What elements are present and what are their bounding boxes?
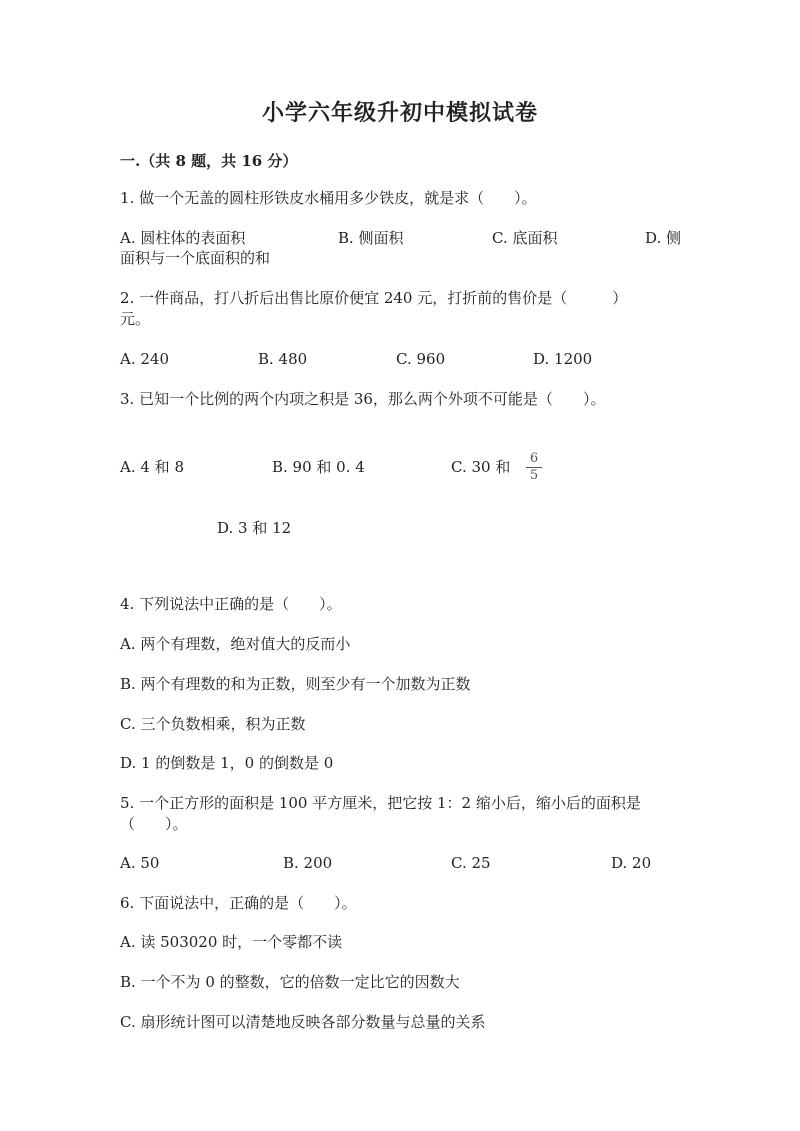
exam-title: 小学六年级升初中模拟试卷 [261,100,538,126]
q2-option-b: B. 480 [258,350,308,368]
question-3: 3. 已知一个比例的两个内项之积是 36，那么两个外项不可能是（ ）。 [120,390,606,408]
q5-option-c: C. 25 [451,854,491,872]
section-header: 一.（共 8 题，共 16 分） [120,152,298,170]
question-2: 2. 一件商品，打八折后出售比原价便宜 240 元，打折前的售价是（ ） [120,289,628,307]
q5-option-b: B. 200 [283,854,333,872]
q1-option-a: A. 圆柱体的表面积 [120,229,246,247]
q3-option-a: A. 4 和 8 [120,458,184,476]
question-2-continued: 元。 [120,310,151,328]
q2-option-d: D. 1200 [533,350,593,368]
q4-option-a: A. 两个有理数，绝对值大的反而小 [120,635,351,653]
q5-option-a: A. 50 [120,854,160,872]
q1-option-c: C. 底面积 [492,229,558,247]
q1-option-d: D. 侧 [645,229,682,247]
q2-option-c: C. 960 [396,350,446,368]
q6-option-a: A. 读 503020 时，一个零都不读 [120,933,343,951]
question-6: 6. 下面说法中，正确的是（ ）。 [120,894,357,912]
q6-option-b: B. 一个不为 0 的整数，它的倍数一定比它的因数大 [120,973,460,991]
q4-option-b: B. 两个有理数的和为正数，则至少有一个加数为正数 [120,675,471,693]
q6-option-c: C. 扇形统计图可以清楚地反映各部分数量与总量的关系 [120,1013,486,1031]
question-4: 4. 下列说法中正确的是（ ）。 [120,595,342,613]
question-5-continued: （ ）。 [120,815,188,833]
q3-option-b: B. 90 和 0. 4 [272,458,365,476]
q3-option-c-fraction [526,452,542,483]
q1-option-d-continued: 面积与一个底面积的和 [120,249,271,267]
q2-option-a: A. 240 [120,350,169,368]
fraction-numerator: 6 [529,451,539,466]
question-5: 5. 一个正方形的面积是 100 平方厘米，把它按 1：2 缩小后，缩小后的面积是 [120,794,641,812]
question-1: 1. 做一个无盖的圆柱形铁皮水桶用多少铁皮，就是求（ ）。 [120,189,537,207]
fraction-denominator: 5 [529,468,539,483]
q5-option-d: D. 20 [611,854,652,872]
q3-option-d: D. 3 和 12 [217,519,292,537]
q3-option-c: C. 30 和 [451,458,511,476]
q1-option-b: B. 侧面积 [338,229,404,247]
q4-option-c: C. 三个负数相乘，积为正数 [120,715,306,733]
q4-option-d: D. 1 的倒数是 1，0 的倒数是 0 [120,754,334,772]
